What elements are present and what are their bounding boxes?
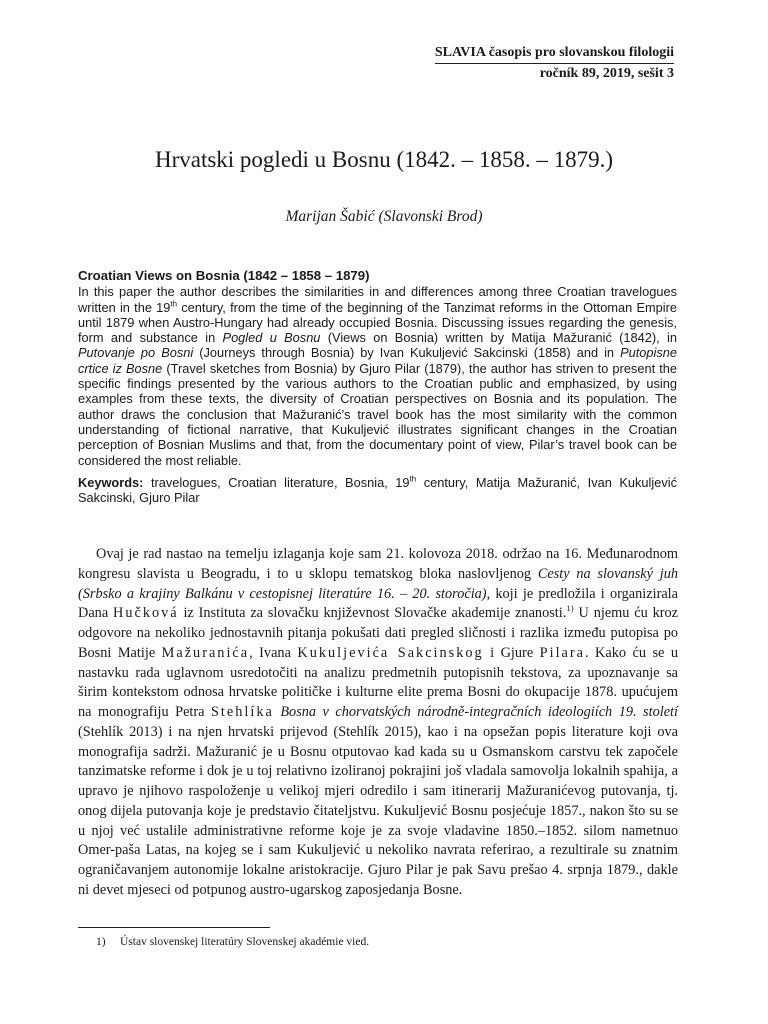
body-segment: Ovaj je rad nastao na temelju izlaganja koje sam 21. kolovoza 2018. održao na 16. Međunarodnom kongresu slavista u Beogradu, i to u sklopu tematskog bloka naslovljenog	[78, 546, 678, 582]
keywords-segment: travelogues, Croatian literature, Bosnia, 19	[143, 474, 410, 490]
abstract-segment: In this paper the author describes the similarities in and differences among three Croatian travelogues written in the 19	[78, 284, 677, 315]
footnote-text: Ústav slovenskej literatúry Slovenskej akadémie vied.	[120, 936, 370, 948]
person-name: Pilara	[539, 644, 585, 661]
body-segment: i Gjure	[483, 644, 540, 661]
footnote-reference[interactable]: 1)	[566, 603, 574, 614]
abstract	[78, 268, 677, 505]
keywords-label: Keywords:	[78, 474, 144, 490]
body-segment: , koji je predložila i organizirala Dana	[78, 585, 678, 622]
footnote-number: 1)	[96, 936, 106, 948]
body-segment: iz Instituta za slovačku književnost Slovačke akademije znanosti.	[178, 605, 567, 622]
footnote	[96, 935, 656, 949]
keywords	[78, 475, 677, 506]
keywords-segment: century, Matija Mažuranić, Ivan Kukuljević Sakcinski, Gjuro Pilar	[78, 474, 677, 506]
person-name: Stehlíka	[210, 704, 274, 720]
work-title: Putovanje po Bosni	[78, 345, 194, 361]
journal-volume: ročník 89, 2019, sešit 3	[539, 66, 674, 81]
body-segment: , Ivana	[249, 644, 298, 661]
article-author: Marijan Šabić (Slavonski Brod)	[285, 208, 483, 225]
ordinal-suffix: th	[170, 299, 178, 309]
work-title: Putopisne crtice iz Bosne	[78, 345, 677, 376]
abstract-text	[78, 284, 677, 468]
person-name: Kukuljevića Sakcinskog	[297, 644, 484, 661]
block-title: Cesty na slovanský juh (Srbsko a krajiny Balkánu v cestopisnej literatúre 16. – 20. storočia)	[78, 565, 678, 602]
journal-name: SLAVIA časopis pro slovanskou filologii	[435, 44, 674, 64]
running-head	[435, 44, 674, 83]
footnote-divider	[78, 927, 270, 928]
ordinal-suffix: th	[409, 474, 417, 484]
abstract-segment: (Journeys through Bosnia) by Ivan Kukuljević Sakcinski (1858) and in	[193, 345, 621, 361]
body-segment: . Kako ću se u nastavku rada uglavnom usredotočiti na analizu predmetnih putopisnih tekstova, za upoznavanje sa širim kontekstom odnosa hrvatske političke i kulturne elite prema Bosni do okupacije 1878. upućujem na monografiju Petra	[78, 644, 678, 720]
abstract-heading: Croatian Views on Bosnia (1842 – 1858 – 1879)	[78, 268, 370, 283]
body-paragraph	[78, 545, 678, 901]
body-segment: U njemu ću kroz odgovore na nekoliko jednostavnih pitanja pokušati dati pregled sličnosti i razlika između putopisa po Bosni Matije	[78, 605, 679, 661]
abstract-segment: (Travel sketches from Bosnia) by Gjuro Pilar (1879), the author has striven to present the specific findings presented by the various authors to the Croatian public and emphasized, by using examples from these texts, the diversity of Croatian perspectives on Bosnia and its population. The author draws the conclusion that Mažuranić’s travel book has the most similarity with the common understanding of fictional narrative, that Kukuljević illustrates significant changes in the Croatian perception of Bosnian Muslims and that, from the documentary point of view, Pilar’s travel book can be considered the most reliable.	[78, 360, 677, 468]
article-title: Hrvatski pogledi u Bosnu (1842. – 1858. – 1879.)	[154, 147, 614, 172]
work-title: Pogled u Bosnu	[222, 330, 321, 346]
person-name: Mažuranića	[161, 644, 250, 661]
abstract-segment: century, from the time of the beginning of the Tanzimat reforms in the Ottoman Empire until 1879 when Austro-Hungary had already occupied Bosnia. Discussing issues regarding the genesis, form and substance in	[78, 299, 678, 346]
body-segment: (Stehlík 2013) i na njen hrvatski prijevod (Stehlík 2015), kao i na opsežan popis literature koji ova monografija sadrži. Mažuranić je u Bosnu otputovao kad kada su u Osmanskom carstvu tek započele tanzimatske reforme i dok je u toj relativno izoliranoj pokrajini još vladala samovolja lokalnih spahija, a upravo je njihovo raspoloženje u velikoj mjeri odredilo i sam itinerarij Mažuranićevog putovanja, tj. onog dijela putovanja koje je predstavio čitateljstvu. Kukuljević Bosnu posjećuje 1857., nakon što su se u njoj već ustalile administrativne reforme koje je za svoje vladavine 1850.–1852. silom nametnuo Omer-paša Latas, na kojeg se i sam Kukuljević u nekoliko navrata referirao, a rezultirale su znatnim ograničavanjem autonomije lokalne aristokracije. Gjuro Pilar je pak Savu prešao 4. srpnja 1879., dakle ni devet mjeseci od potpunog austro-ugarskog zaposjedanja Bosne.	[78, 723, 678, 898]
person-name: Hučková	[113, 605, 179, 622]
book-title: Bosna v chorvatských národně-integračních ideologiích 19. století	[280, 704, 678, 720]
abstract-segment: (Views on Bosnia) written by Matija Mažuranić (1842), in	[320, 330, 678, 346]
